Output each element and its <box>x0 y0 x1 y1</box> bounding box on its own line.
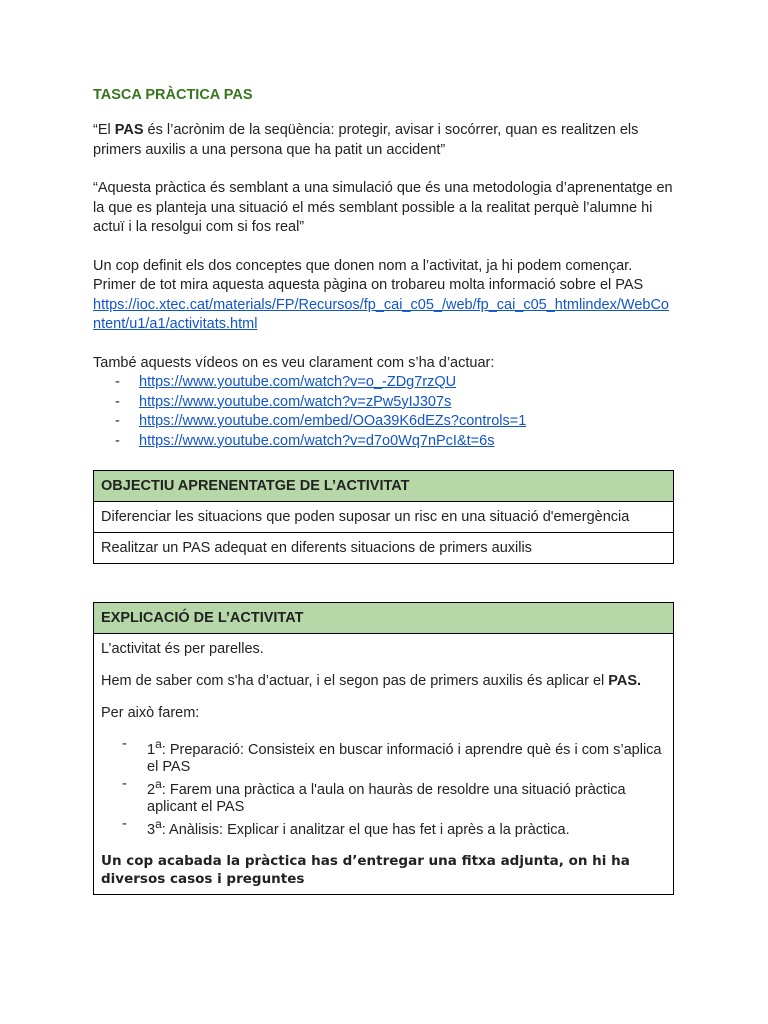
step-text: : Preparació: Consisteix en buscar informació i aprendre què és i com s’aplica el PAS <box>147 741 662 775</box>
table-row <box>94 634 674 895</box>
list-item <box>93 393 675 413</box>
step-number: 2 <box>147 781 156 798</box>
objective-cell: Diferenciar les situacions que poden suposar un risc en una situació d'emergència <box>94 502 674 533</box>
intro-text: “El <box>93 122 115 138</box>
explanation-we-will: Per això farem: <box>101 705 200 721</box>
explanation-header: EXPLICACIÓ DE L’ACTIVITAT <box>94 603 674 634</box>
table-row <box>94 603 674 634</box>
list-item <box>93 432 675 452</box>
list-dash: - <box>115 393 120 410</box>
list-dash: - <box>115 374 120 390</box>
resource-link-paragraph <box>93 296 675 335</box>
explanation-table <box>93 602 674 895</box>
step-text: : Farem una pràctica a l'aula on hauràs de resoldre una situació pràctica aplicant el PAS <box>147 781 626 815</box>
list-item <box>101 776 666 816</box>
intro-bold-pas: PAS <box>114 122 144 138</box>
page-title: TASCA PRÀCTICA PAS <box>93 87 253 103</box>
intro-text: és l’acrònim de la seqüència: protegir, avisar i socórrer, quan es realitzen els primers auxilis a una persona que ha patit un accident” <box>93 122 639 158</box>
steps-list <box>101 736 666 838</box>
explanation-apply-pas <box>101 672 666 690</box>
step-ordinal: a <box>155 816 162 831</box>
list-dash: - <box>122 815 127 832</box>
explanation-bold-pas: PAS. <box>608 673 642 689</box>
objective-cell: Realitzar un PAS adequat en diferents situacions de primers auxilis <box>94 533 674 564</box>
list-dash: - <box>115 413 120 429</box>
list-dash: - <box>122 775 127 792</box>
list-item <box>93 373 675 393</box>
list-item <box>101 816 666 839</box>
step-number: 1 <box>147 741 156 758</box>
video-link[interactable]: https://www.youtube.com/watch?v=d7o0Wq7nPcI&t=6s <box>139 432 495 449</box>
video-link[interactable]: https://www.youtube.com/embed/OOa39K6dEZs?controls=1 <box>139 413 527 429</box>
list-item <box>93 412 675 432</box>
delivery-instructions: Un cop acabada la pràctica has d’entregar una fitxa adjunta, on hi ha diversos casos i preguntes <box>101 853 630 888</box>
table-row <box>94 533 674 564</box>
intro-paragraph-pas <box>93 121 675 160</box>
step-ordinal: a <box>155 776 162 791</box>
list-dash: - <box>115 432 120 449</box>
table-row <box>94 502 674 533</box>
explanation-pairs: L’activitat és per parelles. <box>101 641 264 657</box>
list-item <box>101 736 666 776</box>
video-list <box>93 373 675 451</box>
intro-paragraph-simulation: “Aquesta pràctica és semblant a una simulació que és una metodologia d’aprenentatge en la que es planteja una situació el més semblant possible a la realitat perquè l’alumne hi actuï i la resolgui com si fos real” <box>93 180 673 235</box>
document-page <box>93 86 675 895</box>
intro-paragraph-start: Un cop definit els dos conceptes que donen nom a l’activitat, ja hi podem començar. Primer de tot mira aquesta aquesta pàgina on trobareu molta informació sobre el PAS <box>93 257 644 293</box>
list-dash: - <box>122 736 127 752</box>
objectives-table <box>93 470 674 564</box>
step-text: : Anàlisis: Explicar i analitzar el que has fet i après a la pràctica. <box>161 821 570 838</box>
video-link[interactable]: https://www.youtube.com/watch?v=zPw5yIJ307s <box>139 393 452 410</box>
explanation-cell <box>94 634 674 895</box>
videos-intro: També aquests vídeos on es veu clarament com s’ha d’actuar: <box>93 354 495 371</box>
ioc-resource-link[interactable]: https://ioc.xtec.cat/materials/FP/Recursos/fp_cai_c05_/web/fp_cai_c05_htmlindex/WebContent/u1/a1/activitats.html <box>93 296 669 332</box>
explanation-text: Hem de saber com s'ha d’actuar, i el segon pas de primers auxilis és aplicar el <box>101 673 609 689</box>
step-ordinal: a <box>155 737 162 751</box>
objectives-header: OBJECTIU APRENENTATGE DE L’ACTIVITAT <box>94 471 674 502</box>
step-number: 3 <box>147 821 156 838</box>
table-row <box>94 471 674 502</box>
video-link[interactable]: https://www.youtube.com/watch?v=o_-ZDg7rzQU <box>139 374 457 390</box>
